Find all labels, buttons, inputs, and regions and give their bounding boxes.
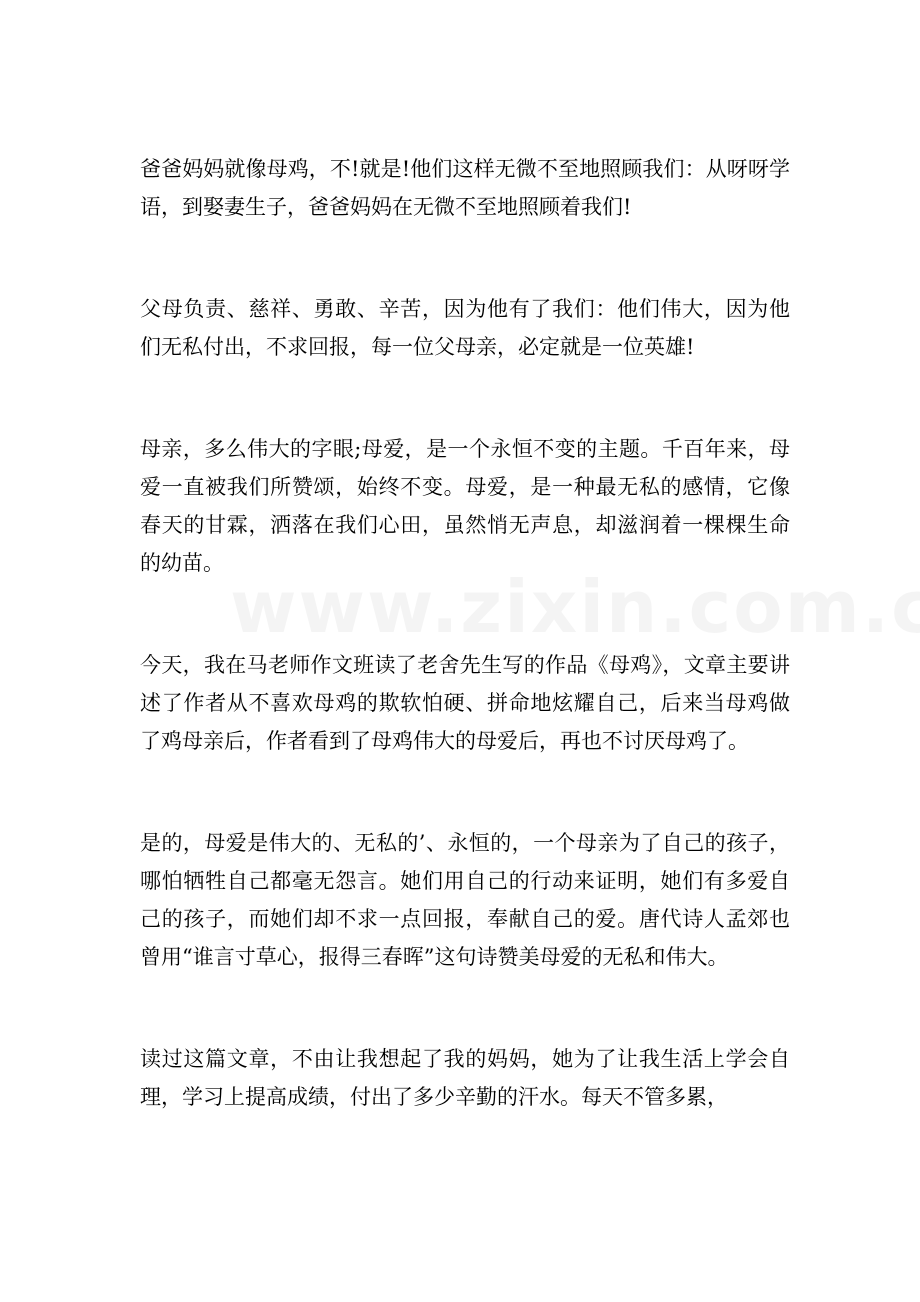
paragraph-6: 读过这篇文章，不由让我想起了我的妈妈，她为了让我生活上学会自理，学习上提高成绩，付出了多少辛勤的汗水。每天不管多累，: [140, 1047, 790, 1109]
article-body: [140, 150, 790, 1180]
paragraph-2: 父母负责、慈祥、勇敢、辛苦，因为他有了我们：他们伟大，因为他们无私付出，不求回报，每一位父母亲，必定就是一位英雄!: [140, 297, 790, 359]
paragraph-4: 今天，我在马老师作文班读了老舍先生写的作品《母鸡》，文章主要讲述了作者从不喜欢母鸡的欺软怕硬、拼命地炫耀自己，后来当母鸡做了鸡母亲后，作者看到了母鸡伟大的母爱后，再也不讨厌母鸡了。: [140, 653, 790, 753]
paragraph-5: 是的，母爱是伟大的、无私的’、永恒的，一个母亲为了自己的孩子，哪怕牺牲自己都毫无怨言。她们用自己的行动来证明，她们有多爱自己的孩子，而她们却不求一点回报，奉献自己的爱。唐代诗人孟郊也曾用“谁言寸草心，报得三春晖”这句诗赞美母爱的无私和伟大。: [140, 831, 790, 969]
paragraph-3: 母亲，多么伟大的字眼;母爱，是一个永恒不变的主题。千百年来，母爱一直被我们所赞颂，始终不变。母爱，是一种最无私的感情，它像春天的甘霖，洒落在我们心田，虽然悄无声息，却滋润着一棵棵生命的幼苗。: [140, 437, 790, 575]
paragraph-1: 爸爸妈妈就像母鸡，不!就是!他们这样无微不至地照顾我们：从呀呀学语，到娶妻生子，爸爸妈妈在无微不至地照顾着我们!: [140, 157, 790, 219]
